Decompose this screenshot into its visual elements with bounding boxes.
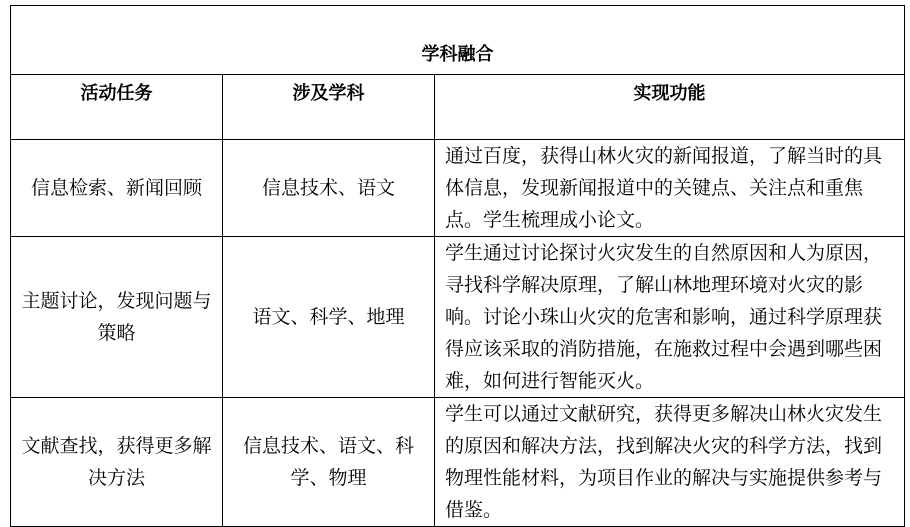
subject-integration-table (10, 5, 905, 527)
header-row (11, 75, 905, 140)
table-row (11, 398, 905, 527)
title-row (11, 6, 905, 75)
subjects-cell: 语文、科学、地理 (223, 237, 435, 398)
header-function: 实现功能 (435, 75, 905, 140)
subjects-cell: 信息技术、语文 (223, 140, 435, 237)
table-title: 学科融合 (11, 6, 905, 75)
function-cell: 学生可以通过文献研究，获得更多解决山林火灾发生的原因和解决方法，找到解决火灾的科学方法，找到物理性能材料，为项目作业的解决与实施提供参考与借鉴。 (435, 398, 905, 527)
task-cell: 文献查找，获得更多解决方法 (11, 398, 223, 527)
task-cell: 主题讨论，发现问题与策略 (11, 237, 223, 398)
function-cell: 学生通过讨论探讨火灾发生的自然原因和人为原因，寻找科学解决原理，了解山林地理环境对火灾的影响。讨论小珠山火灾的危害和影响，通过科学原理获得应该采取的消防措施，在施救过程中会遇到哪些困难，如何进行智能灭火。 (435, 237, 905, 398)
function-cell: 通过百度，获得山林火灾的新闻报道，了解当时的具体信息，发现新闻报道中的关键点、关注点和重焦点。学生梳理成小论文。 (435, 140, 905, 237)
header-task: 活动任务 (11, 75, 223, 140)
table-row (11, 140, 905, 237)
task-cell: 信息检索、新闻回顾 (11, 140, 223, 237)
table-row (11, 237, 905, 398)
header-subjects: 涉及学科 (223, 75, 435, 140)
subjects-cell: 信息技术、语文、科学、物理 (223, 398, 435, 527)
